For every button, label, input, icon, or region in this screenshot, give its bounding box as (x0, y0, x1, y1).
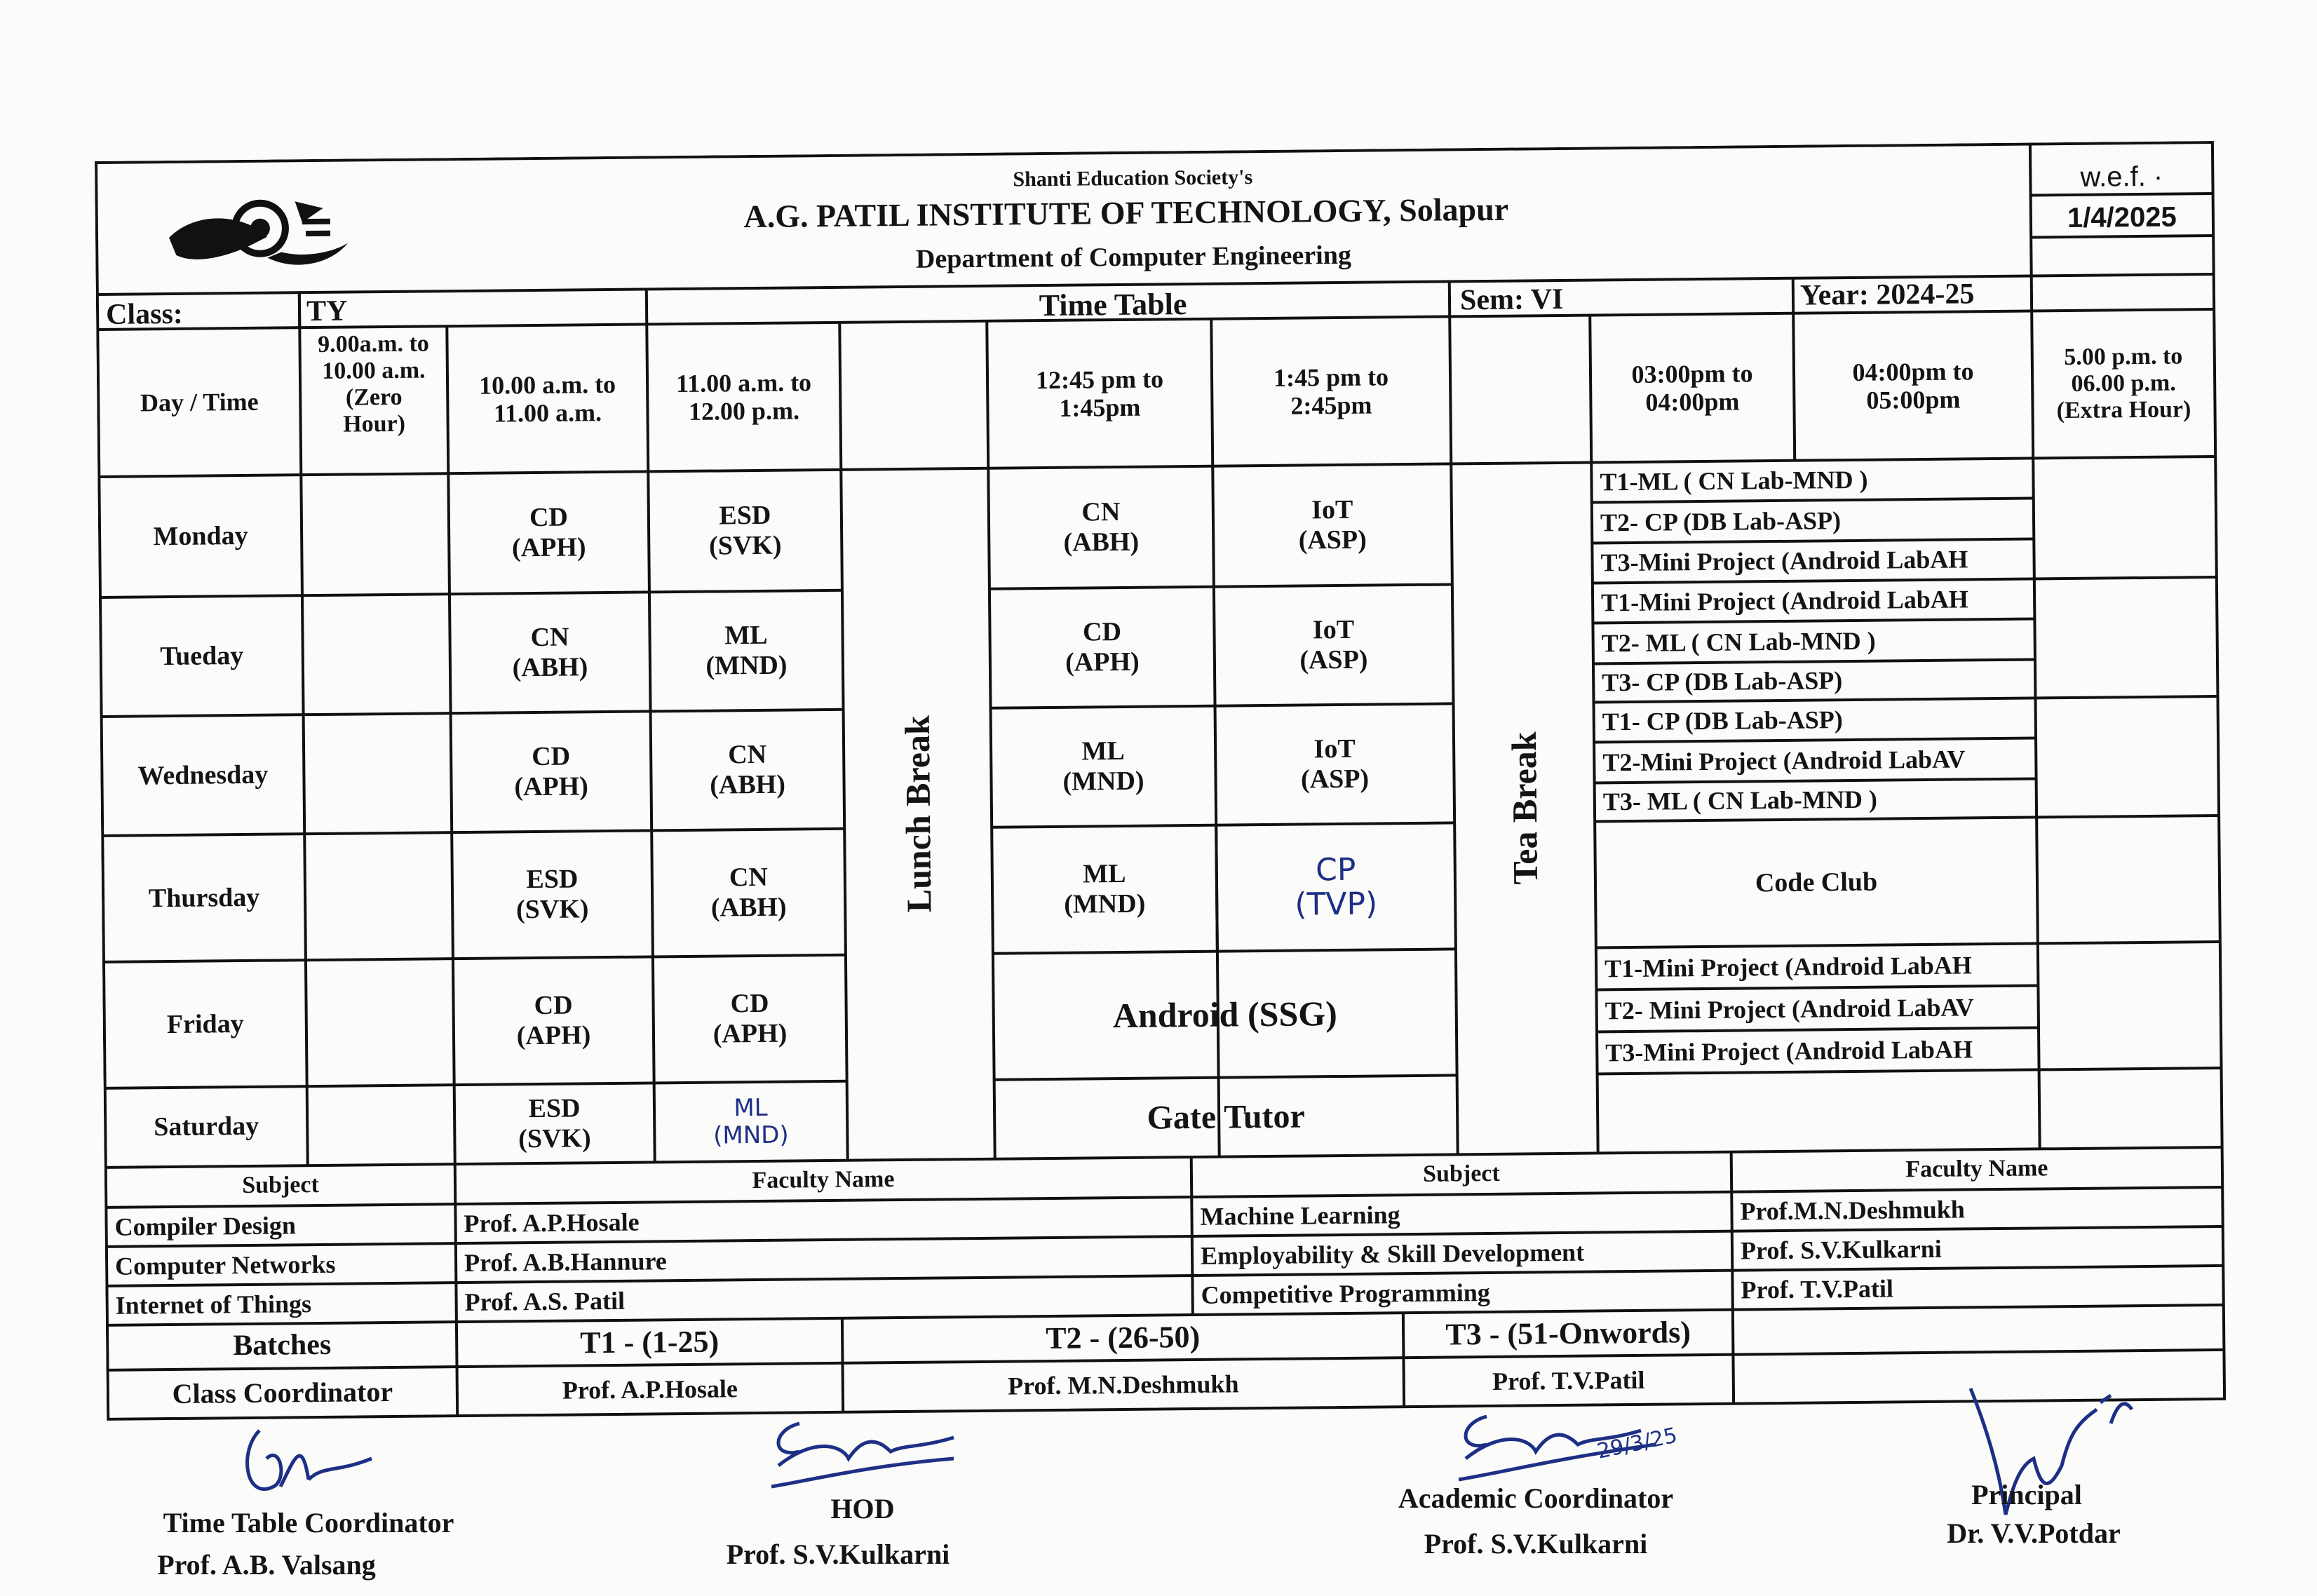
slot-sat-10: ESD (SVK) (518, 1093, 591, 1154)
slot-thu-145-handwritten: CP (TVP) (1295, 851, 1378, 923)
principal-role: Principal (1971, 1479, 2082, 1510)
lab-tue-t3: T3- CP (DB Lab-ASP) (1602, 666, 1843, 697)
slot-tue-10: CN (ABH) (512, 622, 588, 683)
slot-mon-10: CD (APH) (511, 502, 586, 563)
slot-wed-145: IoT (ASP) (1300, 734, 1370, 794)
batch-t2: T2 - (26-50) (1045, 1320, 1201, 1356)
institute-logo (161, 187, 358, 287)
academic-year: Year: 2024-25 (1799, 278, 1975, 312)
tea-break-label: Tea Break (1504, 731, 1545, 885)
slot-header-zero-hour: 9.00a.m. to 10.00 a.m. (Zero Hour) (318, 330, 430, 438)
slot-wed-10: CD (APH) (514, 741, 589, 802)
wef-label: w.e.f. · (2080, 161, 2163, 193)
lab-tue-t2: T2- ML ( CN Lab-MND ) (1601, 626, 1876, 658)
day-thursday: Thursday (148, 882, 260, 914)
faculty-name-header-right: Faculty Name (1905, 1155, 2048, 1183)
slot-fri-11: CD (APH) (712, 989, 788, 1049)
slot-header-extra-hour: 5.00 p.m. to 06.00 p.m. (Extra Hour) (2056, 343, 2191, 424)
hod-name: Prof. S.V.Kulkarni (726, 1538, 950, 1570)
slot-fri-10: CD (APH) (516, 990, 591, 1051)
lab-wed-t3: T3- ML ( CN Lab-MND ) (1602, 785, 1878, 816)
slot-header-4pm: 04:00pm to 05:00pm (1852, 356, 1974, 414)
day-tuesday: Tueday (160, 640, 244, 671)
coordinator-t3: Prof. T.V.Patil (1492, 1365, 1645, 1395)
principal-name: Dr. V.V.Potdar (1947, 1517, 2121, 1549)
slot-mon-145: IoT (ASP) (1298, 495, 1367, 555)
faculty-machine-learning: Prof.M.N.Deshmukh (1740, 1195, 1966, 1226)
subject-iot: Internet of Things (115, 1289, 312, 1320)
slot-tue-11: ML (MND) (705, 621, 788, 681)
lab-fri-t2: T2- Mini Project (Android LabAV (1605, 993, 1974, 1025)
class-value: TY (306, 295, 348, 328)
svg-text:29/3/25: 29/3/25 (1595, 1423, 1680, 1464)
slot-sat-11-handwritten: ML (MND) (712, 1094, 789, 1150)
slot-header-1245pm: 12:45 pm to 1:45pm (1035, 365, 1164, 422)
faculty-subject-header-right: Subject (1422, 1161, 1500, 1188)
subject-compiler-design: Compiler Design (114, 1211, 297, 1241)
slot-thu-10: ESD (SVK) (515, 864, 589, 925)
subject-machine-learning: Machine Learning (1200, 1201, 1400, 1231)
lab-mon-t1: T1-ML ( CN Lab-MND ) (1600, 466, 1868, 496)
slot-header-145pm: 1:45 pm to 2:45pm (1273, 362, 1389, 420)
batch-t1: T1 - (1-25) (579, 1324, 720, 1360)
faculty-competitive-programming: Prof. T.V.Patil (1741, 1274, 1894, 1304)
wef-date: 1/4/2025 (2067, 201, 2177, 234)
lab-mon-t3: T3-Mini Project (Android LabAH (1600, 545, 1968, 577)
signature-academic-coordinator (1445, 1402, 1711, 1494)
slot-header-3pm: 03:00pm to 04:00pm (1631, 359, 1753, 417)
class-coordinator-label: Class Coordinator (172, 1375, 393, 1409)
class-label: Class: (105, 297, 184, 331)
academic-coordinator-name: Prof. S.V.Kulkarni (1424, 1528, 1648, 1560)
slot-mon-11: ESD (SVK) (708, 501, 782, 561)
batches-label: Batches (233, 1329, 332, 1362)
signature-timetable-coordinator (231, 1416, 400, 1515)
slot-sat-afternoon: Gate Tutor (1147, 1097, 1306, 1137)
academic-coordinator-role: Academic Coordinator (1398, 1482, 1674, 1514)
coordinator-t2: Prof. M.N.Deshmukh (1007, 1370, 1239, 1400)
slot-header-11am: 11.00 a.m. to 12.00 p.m. (675, 367, 812, 426)
lab-fri-t3: T3-Mini Project (Android LabAH (1605, 1035, 1973, 1067)
timetable-sheet (95, 141, 2228, 1423)
slot-tue-145: IoT (ASP) (1299, 615, 1368, 675)
subject-competitive-programming: Competitive Programming (1201, 1278, 1491, 1309)
subject-computer-networks: Computer Networks (114, 1250, 336, 1280)
faculty-subject-header-left: Subject (242, 1172, 319, 1199)
lab-wed-t2: T2-Mini Project (Android LabAV (1602, 745, 1966, 777)
department-name: Department of Computer Engineering (915, 240, 1352, 274)
hod-role: HOD (830, 1493, 895, 1524)
day-wednesday: Wednesday (137, 759, 269, 791)
society-name: Shanti Education Society's (1013, 165, 1253, 191)
institute-name: A.G. PATIL INSTITUTE OF TECHNOLOGY, Solapur (743, 191, 1509, 235)
lab-fri-t1: T1-Mini Project (Android LabAH (1604, 951, 1972, 983)
coordinator-t1: Prof. A.P.Hosale (562, 1374, 738, 1405)
lab-wed-t1: T1- CP (DB Lab-ASP) (1602, 705, 1843, 736)
slot-fri-afternoon: Android (SSG) (1112, 994, 1338, 1036)
slot-wed-1245: ML (MND) (1062, 736, 1144, 797)
faculty-compiler-design: Prof. A.P.Hosale (464, 1208, 640, 1238)
day-time-header: Day / Time (140, 387, 259, 417)
slot-thu-11: CN (ABH) (710, 863, 787, 923)
lab-thu-code-club: Code Club (1755, 867, 1878, 898)
faculty-computer-networks: Prof. A.B.Hannure (464, 1247, 667, 1277)
faculty-iot: Prof. A.S. Patil (464, 1286, 626, 1316)
semester: Sem: VI (1459, 283, 1564, 317)
lab-tue-t1: T1-Mini Project (Android LabAH (1600, 585, 1968, 617)
page-title: Time Table (1039, 287, 1187, 323)
slot-wed-11: CN (ABH) (710, 740, 786, 800)
slot-thu-1245: ML (MND) (1064, 859, 1146, 919)
lunch-break-label: Lunch Break (897, 715, 939, 913)
lab-mon-t2: T2- CP (DB Lab-ASP) (1600, 506, 1842, 537)
signature-hod (757, 1409, 968, 1501)
day-saturday: Saturday (154, 1111, 259, 1142)
faculty-name-header-left: Faculty Name (752, 1166, 895, 1194)
batch-t3: T3 - (51-Onwords) (1445, 1315, 1691, 1352)
slot-header-10am: 10.00 a.m. to 11.00 a.m. (478, 370, 616, 428)
day-friday: Friday (166, 1008, 244, 1039)
timetable-coordinator-name: Prof. A.B. Valsang (157, 1549, 376, 1581)
slot-tue-1245: CD (APH) (1065, 617, 1140, 677)
timetable-coordinator-role: Time Table Coordinator (163, 1507, 454, 1538)
subject-esd: Employability & Skill Development (1200, 1238, 1585, 1270)
day-monday: Monday (153, 520, 248, 551)
slot-mon-1245: CN (ABH) (1063, 497, 1140, 557)
faculty-esd: Prof. S.V.Kulkarni (1740, 1234, 1942, 1265)
